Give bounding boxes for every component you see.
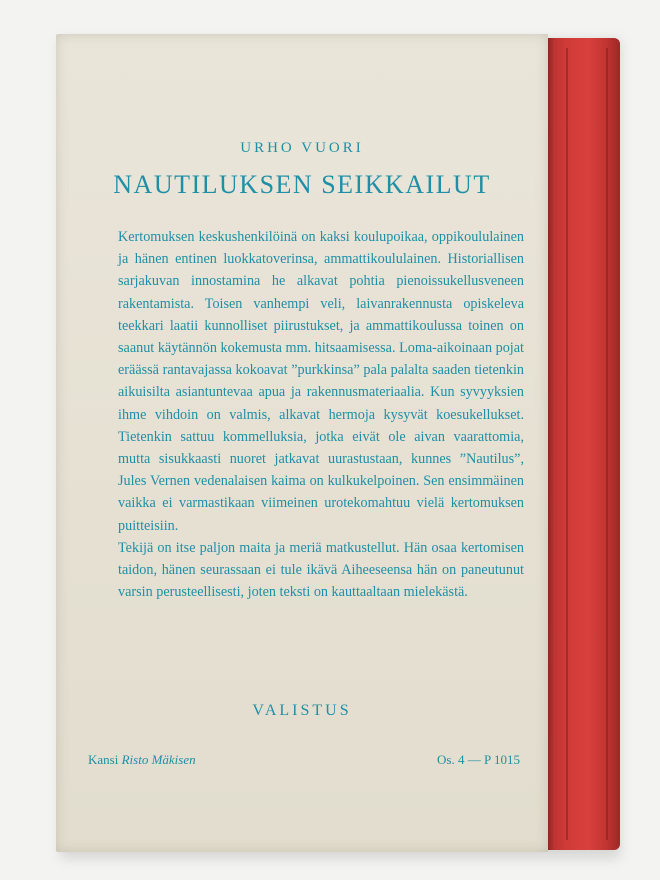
catalog-code: Os. 4 — P 1015 [437, 752, 520, 767]
author-name: URHO VUORI [240, 140, 364, 156]
publisher-name: VALISTUS [252, 702, 352, 719]
cover-content [56, 34, 548, 852]
blurb-paragraph-2: Tekijä on itse paljon maita ja meriä matkustellut. Hän osaa kertomisen taidon, hänen seurassaan ei tule ikävä Aiheeseensa hän on paneutunut varsin perusteellisesti, joten teksti on kauttaaltaan mielekästä. [118, 539, 524, 601]
cover-credit-prefix: Kansi [88, 752, 119, 767]
cover-artist: Risto Mäkisen [121, 752, 196, 767]
blurb-paragraph-1: Kertomuksen keskushenkilöinä on kaksi koulupoikaa, oppikoululainen ja hänen entinen luokkatoverinsa, ammattikoululainen. Historiallisen sarjakuvan innostamina he alkavat pohtia pienoissukellusveneen rakentamista. Toisen vanhempi veli, laivanrakennusta opiskeleva teekkari laatii kunnolliset piirustukset, ja ammattikoulussa toinen on saanut käytännön kokemusta mm. hitsaamisessa. Loma-aikoinaan pojat eräässä rantavajassa kokoavat ”purkkinsa” pala palalta saaden tietenkin aikuisilta asiantuntevaa apua ja rakennusmateriaalia. Kun syvyyksien ihme vihdoin on valmis, alkavat hermoja kysyvät koesukellukset. Tietenkin sattuu kommelluksia, jotka eivät ole aivan vaarattomia, mutta sisukkaasti nuoret jatkavat uurastustaan, kunnes ”Nautilus”, Jules Vernen vedenalaisen kaima on kulkukelpoinen. Sen ensimmäinen vaikka ei varmastikaan viimeinen urotekomahtuu vielä kertomuksen puitteisiin. [118, 229, 524, 534]
footer [88, 752, 520, 768]
book-title: NAUTILUKSEN SEIKKAILUT [113, 170, 491, 199]
book-back-cover [56, 34, 620, 852]
red-spine [548, 38, 620, 850]
cover-credit [88, 752, 196, 768]
blurb [118, 226, 524, 603]
spine-line [566, 48, 568, 840]
spine-line [606, 48, 608, 840]
